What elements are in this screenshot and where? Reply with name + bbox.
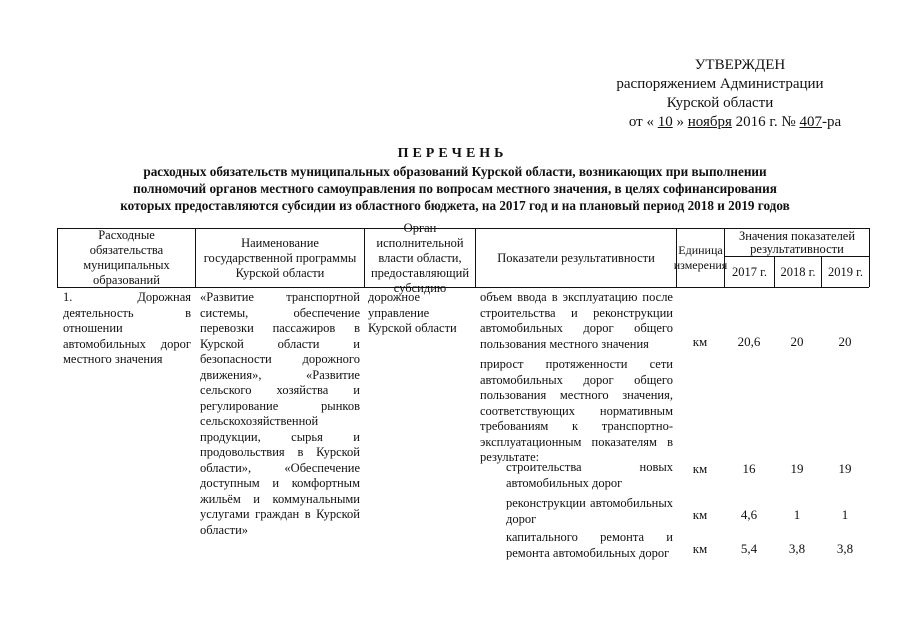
header-indicators: Показатели результативности	[497, 250, 655, 265]
approval-date-line	[560, 113, 880, 132]
subtitle-line: которых предоставляются субсидии из областного бюджета, на 2017 год и на плановый период 2018 и 2019 годов	[120, 198, 790, 213]
subtitle-line: расходных обязательств муниципальных образований Курской области, возникающих при выполнении	[143, 164, 767, 179]
program-cell: «Развитие транспортной системы, обеспечение перевозки пассажиров в Курской области и безопасности дорожного движения», «Развитие сельского хозяйства и регулирование рынков сельскохозяйственной продукции, сырья и продовольствия в Курской области», «Обеспечение доступным и комфортным жильём и коммунальными услугами граждан в Курской области»	[200, 290, 360, 537]
date-month: ноября	[687, 114, 732, 130]
doc-number: 407	[799, 114, 822, 130]
approval-title: УТВЕРЖДЕН	[694, 57, 786, 73]
indicator-text: прирост протяженности сети автомобильных дорог общего пользования местного значения, соответствующих нормативным требованиям к транспортно-эксплуатационным показателям в результате:	[480, 357, 673, 464]
document-title: ПЕРЕЧЕНЬ	[397, 146, 508, 161]
header-agency: Орган исполнительной власти области, предоставляющий субсидию	[370, 220, 470, 295]
header-program: Наименование государственной программы Курской области	[203, 235, 357, 280]
table-right-border	[869, 228, 870, 287]
indicator-value-2018: 1	[793, 507, 801, 522]
indicator-value-2019: 3,8	[836, 541, 854, 556]
header-year-2017: 2017 г.	[732, 264, 767, 279]
agency-cell: дорожное управление Курской области	[368, 290, 457, 335]
date-prefix: от «	[628, 114, 654, 130]
indicator-value-2018: 20	[790, 334, 804, 349]
indicator-unit: км	[692, 507, 708, 522]
indicator-value-2018: 19	[790, 461, 804, 476]
obligation-cell: 1. Дорожная деятельность в отношении автомобильных дорог местного значения	[63, 290, 191, 366]
indicator-value-2017: 4,6	[740, 507, 758, 522]
doc-suffix: -ра	[821, 114, 842, 130]
expenditure-table	[57, 220, 869, 640]
document-subtitle	[60, 163, 850, 214]
date-mid: »	[676, 114, 684, 130]
approval-block	[560, 56, 880, 132]
indicator-value-2018: 3,8	[788, 541, 806, 556]
header-values: Значения показателей результативности	[738, 228, 856, 256]
indicator-value-2019: 20	[838, 334, 852, 349]
approval-line-2: распоряжением Администрации	[616, 76, 824, 92]
indicator-text: реконструкции автомобильных дорог	[506, 496, 673, 526]
indicator-value-2019: 1	[841, 507, 849, 522]
header-obligation: Расходные обязательства муниципальных образований	[83, 228, 170, 287]
indicator-value-2019: 19	[838, 461, 852, 476]
indicator-unit: км	[692, 461, 708, 476]
indicator-text: объем ввода в эксплуатацию после строительства и реконструкции автомобильных дорог общего пользования местного значения	[480, 290, 673, 351]
header-unit: Единица измерения	[673, 243, 728, 272]
indicator-text: строительства новых автомобильных дорог	[506, 460, 673, 490]
subtitle-line: полномочий органов местного самоуправления по вопросам местного значения, в целях софинансирования	[133, 181, 777, 196]
header-year-2019: 2019 г.	[828, 264, 863, 279]
indicator-value-2017: 16	[742, 461, 756, 476]
approval-line-3: Курской области	[666, 95, 774, 111]
indicator-text: капитального ремонта и ремонта автомобильных дорог	[506, 530, 673, 560]
header-year-2018: 2018 г.	[780, 264, 816, 279]
date-year: 2016 г. №	[735, 114, 796, 130]
indicator-value-2017: 5,4	[740, 541, 758, 556]
indicator-unit: км	[692, 541, 708, 556]
indicator-value-2017: 20,6	[737, 334, 761, 349]
date-day: 10	[657, 114, 673, 130]
indicator-unit: км	[692, 334, 708, 349]
